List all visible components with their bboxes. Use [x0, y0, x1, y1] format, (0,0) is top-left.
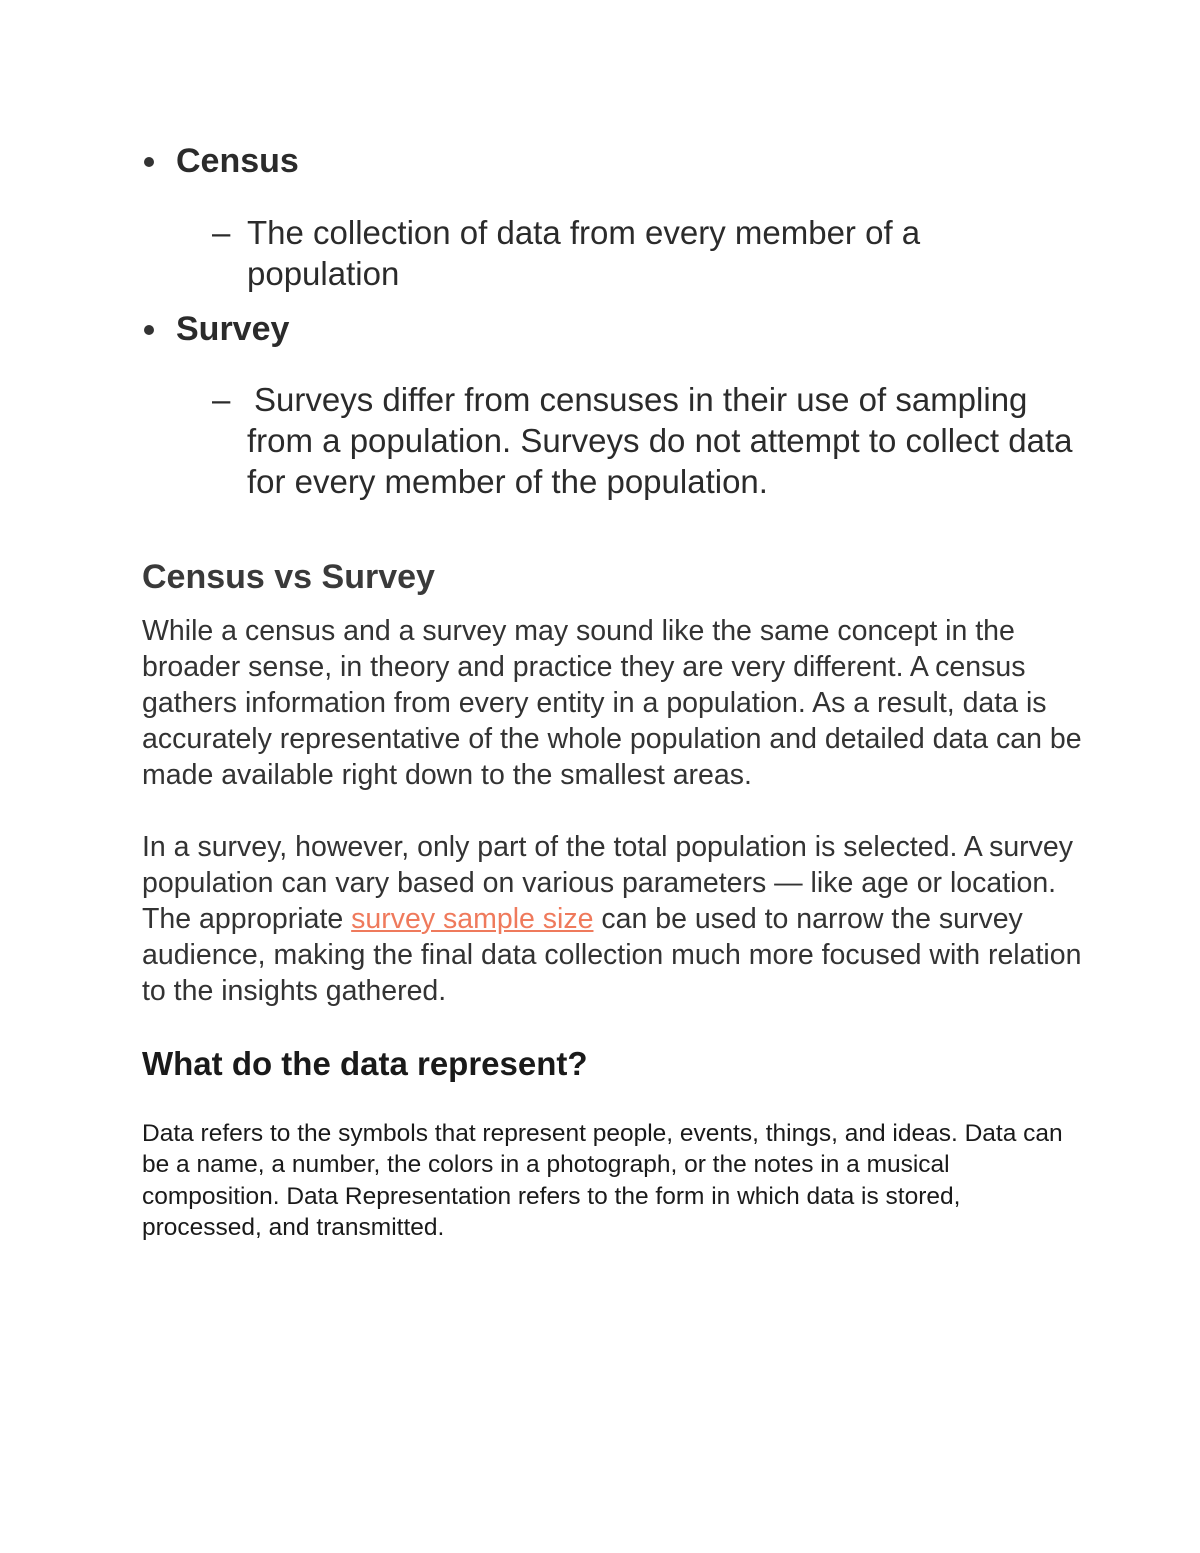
comparison-paragraph-2-end: can be used to narrow the survey audience, making the final data collection much more focused with relation to the insights gathered. [142, 902, 1082, 1007]
section-heading-data-represent: What do the data represent? [142, 1045, 588, 1083]
comparison-paragraph-1: While a census and a survey may sound like the same concept in the broader sense, in theory and practice they are very different. A census gathers information from every entity in a population. As a result, data is accurately representative of the whole population and detailed data can be made available right down to the smallest areas. [142, 614, 1082, 791]
bullet-term-survey: Survey [176, 310, 290, 348]
definition-survey-text: Surveys differ from censuses in their use of sampling from a population. Surveys do not attempt to collect data for every member of the population. [247, 381, 1073, 500]
survey-sample-size-link[interactable]: survey sample size [351, 902, 594, 935]
dash-census: – [212, 214, 231, 251]
definition-survey [247, 379, 1077, 502]
bullet-dot-census [144, 157, 154, 167]
comparison-paragraph-2 [142, 829, 1082, 1009]
definition-census: The collection of data from every member of a population [247, 214, 921, 292]
bullet-term-census: Census [176, 142, 299, 180]
data-representation-paragraph: Data refers to the symbols that represent people, events, things, and ideas. Data can be a name, a number, the colors in a photograph, or the notes in a musical composition. Data Representation refers to the form in which data is stored, processed, and transmitted. [142, 1119, 1063, 1241]
section-heading-census-vs-survey: Census vs Survey [142, 558, 435, 597]
bullet-dot-survey [144, 325, 154, 335]
dash-survey: – [212, 381, 231, 418]
comparison-paragraph-2-start: In a survey, however, only part of the total population is selected. A survey population can vary based on various parameters — like age or location. The appropriate [142, 830, 1074, 935]
